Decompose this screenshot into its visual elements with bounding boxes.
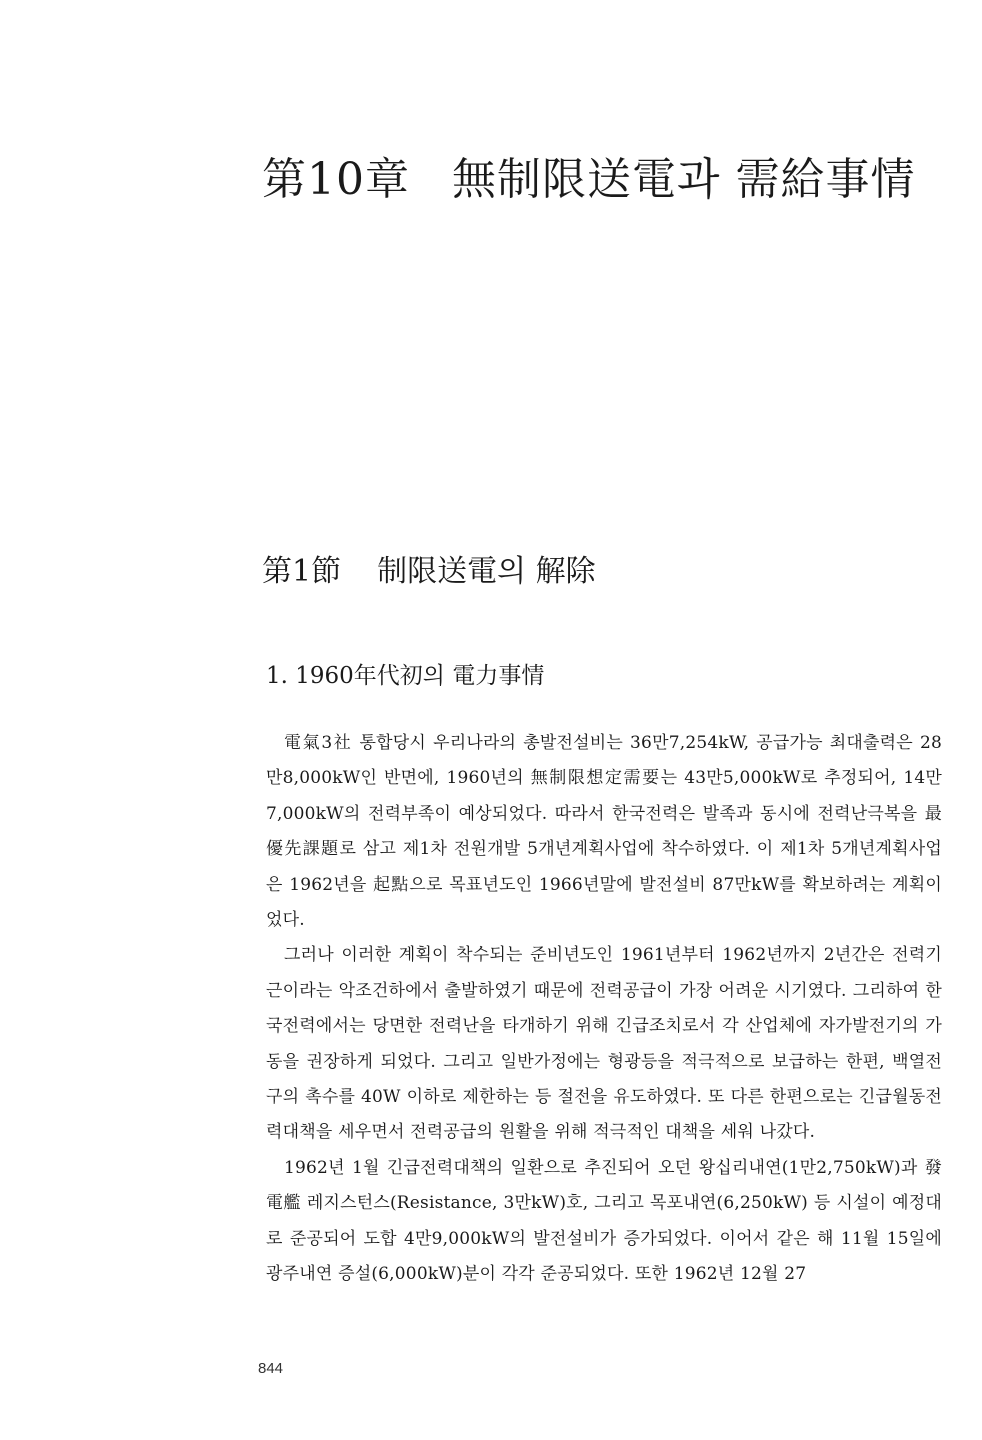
subsection-title: 1. 1960年代初의 電力事情 xyxy=(266,663,545,689)
paragraph: 電氣3社 통합당시 우리나라의 총발전설비는 36만7,254kW, 공급가능 최대출력은 28만8,000kW인 반면에, 1960년의 無制限想定需要는 43만5,000kW로 추정되어, 14만7,000kW의 전력부족이 예상되었다. 따라서 한국전력은 발족과 동시에 전력난극복을 最優先課題로 삼고 제1차 전원개발 5개년계획사업에 착수하였다. 이 제1차 5개년계획사업은 1962년을 起點으로 목표년도인 1966년말에 발전설비 87만kW를 확보하려는 계획이었다. xyxy=(266,733,942,931)
section-title xyxy=(262,546,596,590)
page-number: 844 xyxy=(258,1360,284,1377)
section-number: 第1節 xyxy=(262,554,342,589)
paragraph: 1962년 1월 긴급전력대책의 일환으로 추진되어 오던 왕십리내연(1만2,750kW)과 發電艦 레지스턴스(Resistance, 3만kW)호, 그리고 목포내연(6,250kW) 등 시설이 예정대로 준공되어 도합 4만9,000kW의 발전설비가 증가되었다. 이어서 같은 해 11월 15일에 광주내연 증설(6,000kW)분이 각각 준공되었다. 또한 1962년 12월 27 xyxy=(266,1157,942,1285)
section-name: 制限送電의 解除 xyxy=(377,554,596,589)
chapter-name: 無制限送電과 需給事情 xyxy=(452,154,916,205)
chapter-number: 第10章 xyxy=(262,154,410,205)
paragraph: 그러나 이러한 계획이 착수되는 준비년도인 1961년부터 1962년까지 2년간은 전력기근이라는 악조건하에서 출발하였기 때문에 전력공급이 가장 어려운 시기였다. 그리하여 한국전력에서는 당면한 전력난을 타개하기 위해 긴급조치로서 각 산업체에 자가발전기의 가동을 권장하게 되었다. 그리고 일반가정에는 형광등을 적극적으로 보급하는 한편, 백열전구의 촉수를 40W 이하로 제한하는 등 절전을 유도하였다. 또 다른 한편으로는 긴급월동전력대책을 세우면서 전력공급의 원활을 위해 적극적인 대책을 세워 나갔다. xyxy=(266,945,942,1143)
chapter-title xyxy=(262,143,916,207)
body-text xyxy=(266,726,942,1293)
